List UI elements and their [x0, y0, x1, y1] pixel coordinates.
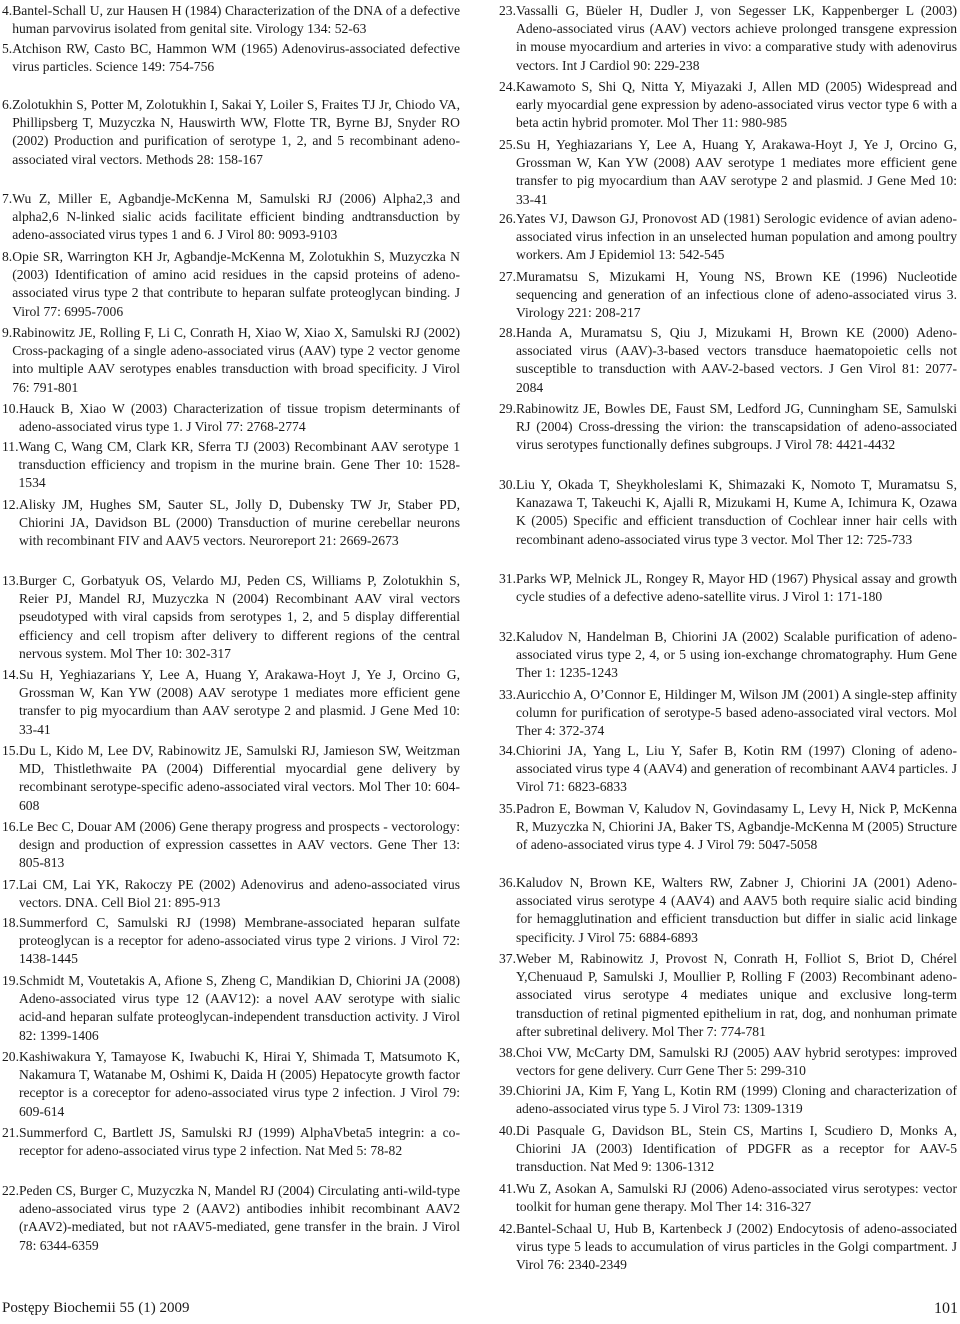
reference-item	[2, 190, 460, 245]
reference-number: 10.	[2, 401, 19, 416]
reference-text: Wang C, Wang CM, Clark KR, Sferra TJ (2003) Recombinant AAV serotype 1 transduction efficiency and tropism in the murine brain. Gene Ther 10: 1528-1534	[18, 439, 460, 491]
reference-item	[2, 2, 460, 38]
reference-number: 19.	[2, 973, 19, 988]
reference-item	[2, 438, 460, 493]
reference-text: Muramatsu S, Mizukami H, Young NS, Brown KE (1996) Nucleotide sequencing and generation of an infectious clone of adeno-associated virus 3. Virology 221: 208-217	[516, 269, 957, 321]
reference-item	[499, 874, 957, 947]
reference-number: 39.	[499, 1083, 516, 1098]
reference-item	[499, 1044, 957, 1080]
reference-text: Rabinowitz JE, Rolling F, Li C, Conrath H, Xiao W, Xiao X, Samulski RJ (2002) Cross-packaging of a single adeno-associated virus (AAV) type 2 vector genome into multiple AAV serotypes enables transduction with broad specificity. J Virol 76: 791-801	[12, 325, 460, 395]
reference-item	[2, 1048, 460, 1121]
reference-text: Di Pasquale G, Davidson BL, Stein CS, Martins I, Scudiero D, Monks A, Chiorini JA (2003) Identification of PDGFR as a receptor for AAV-5 transduction. Nat Med 9: 1306-1312	[516, 1123, 957, 1175]
reference-text: Atchison RW, Casto BC, Hammon WM (1965) Adenovirus-associated defective virus particles. Science 149: 754-756	[12, 41, 460, 75]
reference-number: 6.	[2, 97, 13, 112]
reference-item	[499, 78, 957, 133]
reference-number: 37.	[499, 951, 516, 966]
reference-number: 34.	[499, 743, 516, 758]
reference-item	[2, 914, 460, 969]
reference-number: 21.	[2, 1125, 19, 1140]
reference-number: 24.	[499, 79, 516, 94]
reference-item	[2, 1124, 460, 1160]
reference-number: 32.	[499, 629, 516, 644]
reference-text: Summerford C, Bartlett JS, Samulski RJ (1999) AlphaVbeta5 integrin: a co-receptor for adeno-associated virus type 2 infection. Nat Med 5: 78-82	[19, 1125, 460, 1159]
reference-number: 28.	[499, 325, 516, 340]
reference-number: 18.	[2, 915, 19, 930]
reference-item	[2, 324, 460, 397]
reference-item	[499, 570, 957, 606]
reference-number: 12.	[2, 497, 19, 512]
reference-item	[499, 800, 957, 855]
reference-item	[499, 628, 957, 683]
reference-number: 42.	[499, 1221, 516, 1236]
reference-item	[2, 40, 460, 76]
reference-number: 4.	[2, 3, 13, 18]
reference-text: Padron E, Bowman V, Kaludov N, Govindasamy L, Levy H, Nick P, McKenna R, Muzyczka N, Chiorini JA, Baker TS, Agbandje-McKenna M (2005) Structure of adeno-associated virus type 4. J Virol 79: 5047-5058	[516, 801, 957, 853]
reference-number: 26.	[499, 211, 516, 226]
reference-text: Rabinowitz JE, Bowles DE, Faust SM, Ledford JG, Cunningham SE, Samulski RJ (2004) Cross-dressing the virion: the transcapsidation of adeno-associated virus serotypes functionally defines subgroups. J Virol 78: 4421-4432	[516, 401, 957, 453]
reference-item	[2, 572, 460, 663]
reference-text: Su H, Yeghiazarians Y, Lee A, Huang Y, Arakawa-Hoyt J, Ye J, Orcino G, Grossman W, Kan YW (2008) AAV serotype 1 mediates more efficient gene transfer to pig myocardium than AAV serotype 2 and plasmid. J Gene Med 10: 33-41	[19, 667, 460, 737]
reference-text: Choi VW, McCarty DM, Samulski RJ (2005) AAV hybrid serotypes: improved vectors for gene delivery. Curr Gene Ther 5: 299-310	[516, 1045, 957, 1079]
reference-text: Wu Z, Miller E, Agbandje-McKenna M, Samulski RJ (2006) Alpha2,3 and alpha2,6 N-linked sialic acids facilitate efficient binding andtransduction by adeno-associated virus types 1 and 6. J Virol 80: 9093-9103	[12, 191, 460, 243]
reference-item	[499, 2, 957, 75]
page-number: 101	[934, 1300, 958, 1317]
reference-item	[2, 818, 460, 873]
reference-number: 33.	[499, 687, 516, 702]
reference-item	[499, 400, 957, 455]
reference-number: 8.	[2, 249, 13, 264]
reference-number: 22.	[2, 1183, 19, 1198]
reference-number: 41.	[499, 1181, 516, 1196]
reference-number: 11.	[2, 439, 19, 454]
reference-item	[499, 742, 957, 797]
reference-text: Chiorini JA, Kim F, Yang L, Kotin RM (1999) Cloning and characterization of adeno-associated virus type 5. J Virol 73: 1309-1319	[516, 1083, 957, 1117]
reference-item	[2, 876, 460, 912]
reference-item	[499, 1220, 957, 1275]
reference-number: 20.	[2, 1049, 19, 1064]
reference-text: Handa A, Muramatsu S, Qiu J, Mizukami H, Brown KE (2000) Adeno-associated virus (AAV)-3-based vectors transduce haematopoietic cells not susceptible to transduction with AAV-2-based vectors. J Gen Virol 81: 2077-2084	[516, 325, 957, 395]
reference-text: Du L, Kido M, Lee DV, Rabinowitz JE, Samulski RJ, Jamieson SW, Weitzman MD, Thistlethwaite PA (2004) Differential myocardial gene delivery by recombinant serotype-specific adeno-associated viral vectors. Mol Ther 10: 604-608	[19, 743, 460, 813]
reference-number: 27.	[499, 269, 516, 284]
reference-number: 40.	[499, 1123, 516, 1138]
reference-text: Burger C, Gorbatyuk OS, Velardo MJ, Peden CS, Williams P, Zolotukhin S, Reier PJ, Mandel RJ, Muzyczka N (2004) Recombinant AAV viral vectors pseudotyped with viral capsids from serotypes 1, 2, and 5 display differential efficiency and cell tropism after delivery to different regions of the central nervous system. Mol Ther 10: 302-317	[19, 573, 460, 661]
reference-item	[2, 400, 460, 436]
reference-text: Opie SR, Warrington KH Jr, Agbandje-McKenna M, Zolotukhin S, Muzyczka N (2003) Identification of amino acid residues in the capsid proteins of adeno-associated virus type 2 that contribute to heparan sulfate proteoglycan binding. J Virol 77: 6995-7006	[12, 249, 460, 319]
reference-text: Liu Y, Okada T, Sheykholeslami K, Shimazaki K, Nomoto T, Muramatsu S, Kanazawa T, Takeuchi K, Ajalli R, Mizukami H, Kume A, Ichimura K, Ozawa K (2005) Specific and efficient transduction of Cochlear inner hair cells with recombinant adeno-associated virus type 3 vector. Mol Ther 12: 725-733	[516, 477, 957, 547]
reference-text: Wu Z, Asokan A, Samulski RJ (2006) Adeno-associated virus serotypes: vector toolkit for human gene therapy. Mol Ther 14: 316-327	[516, 1181, 957, 1215]
reference-text: Peden CS, Burger C, Muzyczka N, Mandel RJ (2004) Circulating anti-wild-type adeno-associated virus type 2 (AAV2) antibodies inhibit recombinant AAV2 (rAAV2)-mediated, but not rAAV5-mediated, gene transfer in the brain. J Virol 78: 6344-6359	[19, 1183, 460, 1253]
reference-item	[2, 248, 460, 321]
reference-number: 17.	[2, 877, 19, 892]
reference-number: 14.	[2, 667, 19, 682]
reference-text: Zolotukhin S, Potter M, Zolotukhin I, Sakai Y, Loiler S, Fraites TJ Jr, Chiodo VA, Phillipsberg T, Muzyczka N, Hauswirth WW, Flotte TR, Byrne BJ, Snyder RO (2002) Production and purification of serotype 1, 2, and 5 recombinant adeno-associated viral vectors. Methods 28: 158-167	[12, 97, 460, 167]
reference-text: Kaludov N, Handelman B, Chiorini JA (2002) Scalable purification of adeno-associated virus type 2, 4, or 5 using ion-exchange chromatography. Hum Gene Ther 1: 1235-1243	[516, 629, 957, 681]
reference-number: 30.	[499, 477, 516, 492]
reference-number: 9.	[2, 325, 13, 340]
reference-item	[2, 496, 460, 551]
reference-number: 25.	[499, 137, 516, 152]
reference-item	[499, 950, 957, 1041]
reference-text: Kaludov N, Brown KE, Walters RW, Zabner J, Chiorini JA (2001) Adeno-associated virus serotype 4 (AAV4) and AAV5 both require sialic acid binding for hemagglutination and efficient transduction but differ in sialic acid linkage specificity. J Virol 75: 6884-6893	[516, 875, 957, 945]
reference-text: Vassalli G, Büeler H, Dudler J, von Segesser LK, Kappenberger L (2003) Adeno-associated virus (AAV) vectors achieve prolonged transgene expression in mouse myocardium and arteries in vivo: a comparative study with adenovirus vectors. Int J Cardiol 90: 229-238	[516, 3, 957, 73]
reference-number: 7.	[2, 191, 13, 206]
reference-item	[2, 96, 460, 169]
reference-number: 38.	[499, 1045, 516, 1060]
reference-item	[499, 210, 957, 265]
reference-number: 5.	[2, 41, 13, 56]
reference-number: 36.	[499, 875, 516, 890]
reference-text: Weber M, Rabinowitz J, Provost N, Conrath H, Folliot S, Briot D, Chérel Y,Chenuaud P, Samulski J, Moullier P, Rolling F (2003) Recombinant adeno-associated virus serotype 4 mediates unique and exclusive long-term transduction of retinal pigmented epithelium in rat, dog, and nonhuman primate after subretinal delivery. Mol Ther 7: 774-781	[516, 951, 957, 1039]
reference-text: Alisky JM, Hughes SM, Sauter SL, Jolly D, Dubensky TW Jr, Staber PD, Chiorini JA, Davidson BL (2000) Transduction of murine cerebellar neurons with recombinant FIV and AAV5 vectors. Neuroreport 21: 2669-2673	[19, 497, 460, 549]
reference-text: Su H, Yeghiazarians Y, Lee A, Huang Y, Arakawa-Hoyt J, Ye J, Orcino G, Grossman W, Kan YW (2008) AAV serotype 1 mediates more efficient gene transfer to pig myocardium than AAV serotype 2 and plasmid. J Gene Med 10: 33-41	[516, 137, 957, 207]
reference-text: Summerford C, Samulski RJ (1998) Membrane-associated heparan sulfate proteoglycan is a receptor for adeno-associated virus type 2 virions. J Virol 72: 1438-1445	[19, 915, 460, 967]
reference-item	[499, 268, 957, 323]
reference-text: Schmidt M, Voutetakis A, Afione S, Zheng C, Mandikian D, Chiorini JA (2008) Adeno-associated virus type 12 (AAV12): a novel AAV serotype with sialic acid-and heparan sulfate proteoglycan-independent transduction activity. J Virol 82: 1399-1406	[19, 973, 460, 1043]
reference-item	[499, 1122, 957, 1177]
reference-text: Lai CM, Lai YK, Rakoczy PE (2002) Adenovirus and adeno-associated virus vectors. DNA. Cell Biol 21: 895-913	[19, 877, 460, 911]
reference-number: 13.	[2, 573, 19, 588]
reference-number: 15.	[2, 743, 19, 758]
journal-footer: Postępy Biochemii 55 (1) 2009	[2, 1300, 190, 1316]
reference-text: Bantel-Schaal U, Hub B, Kartenbeck J (2002) Endocytosis of adeno-associated virus type 5 leads to accumulation of virus particles in the Golgi compartment. J Virol 76: 2340-2349	[516, 1221, 957, 1273]
reference-text: Chiorini JA, Yang L, Liu Y, Safer B, Kotin RM (1997) Cloning of adeno-associated virus type 4 (AAV4) and generation of recombinant AAV4 particles. J Virol 71: 6823-6833	[516, 743, 957, 795]
reference-item	[499, 136, 957, 209]
reference-number: 35.	[499, 801, 516, 816]
reference-text: Kashiwakura Y, Tamayose K, Iwabuchi K, Hirai Y, Shimada T, Matsumoto K, Nakamura T, Watanabe M, Oshimi K, Daida H (2005) Hepatocyte growth factor receptor is a coreceptor for adeno-associated virus type 2 infection. J Virol 79: 609-614	[19, 1049, 460, 1119]
reference-item	[2, 1182, 460, 1255]
reference-item	[2, 666, 460, 739]
reference-item	[499, 324, 957, 397]
reference-item	[2, 742, 460, 815]
reference-number: 29.	[499, 401, 516, 416]
reference-text: Parks WP, Melnick JL, Rongey R, Mayor HD (1967) Physical assay and growth cycle studies of a defective adeno-satellite virus. J Virol 1: 171-180	[516, 571, 957, 605]
reference-item	[499, 476, 957, 549]
reference-text: Yates VJ, Dawson GJ, Pronovost AD (1981) Serologic evidence of avian adeno-associated virus infection in an unselected human population and among poultry workers. Am J Epidemiol 13: 542-545	[516, 211, 957, 263]
reference-text: Hauck B, Xiao W (2003) Characterization of tissue tropism determinants of adeno-associated virus type 1. J Virol 77: 2768-2774	[19, 401, 460, 435]
reference-item	[499, 1082, 957, 1118]
reference-text: Le Bec C, Douar AM (2006) Gene therapy progress and prospects - vectorology: design and production of expression cassettes in AAV vectors. Gene Ther 13: 805-813	[19, 819, 460, 871]
reference-number: 16.	[2, 819, 19, 834]
reference-text: Bantel-Schall U, zur Hausen H (1984) Characterization of the DNA of a defective human parvovirus isolated from genital site. Virology 134: 52-63	[12, 3, 460, 37]
reference-number: 23.	[499, 3, 516, 18]
reference-text: Auricchio A, O’Connor E, Hildinger M, Wilson JM (2001) A single-step affinity column for purification of serotype-5 based adeno-associated viral vectors. Mol Ther 4: 372-374	[516, 687, 957, 739]
reference-text: Kawamoto S, Shi Q, Nitta Y, Miyazaki J, Allen MD (2005) Widespread and early myocardial gene expression by adeno-associated virus vector type 6 with a beta actin hybrid promoter. Mol Ther 11: 980-985	[516, 79, 957, 131]
reference-number: 31.	[499, 571, 516, 586]
reference-item	[499, 1180, 957, 1216]
reference-item	[499, 686, 957, 741]
reference-item	[2, 972, 460, 1045]
